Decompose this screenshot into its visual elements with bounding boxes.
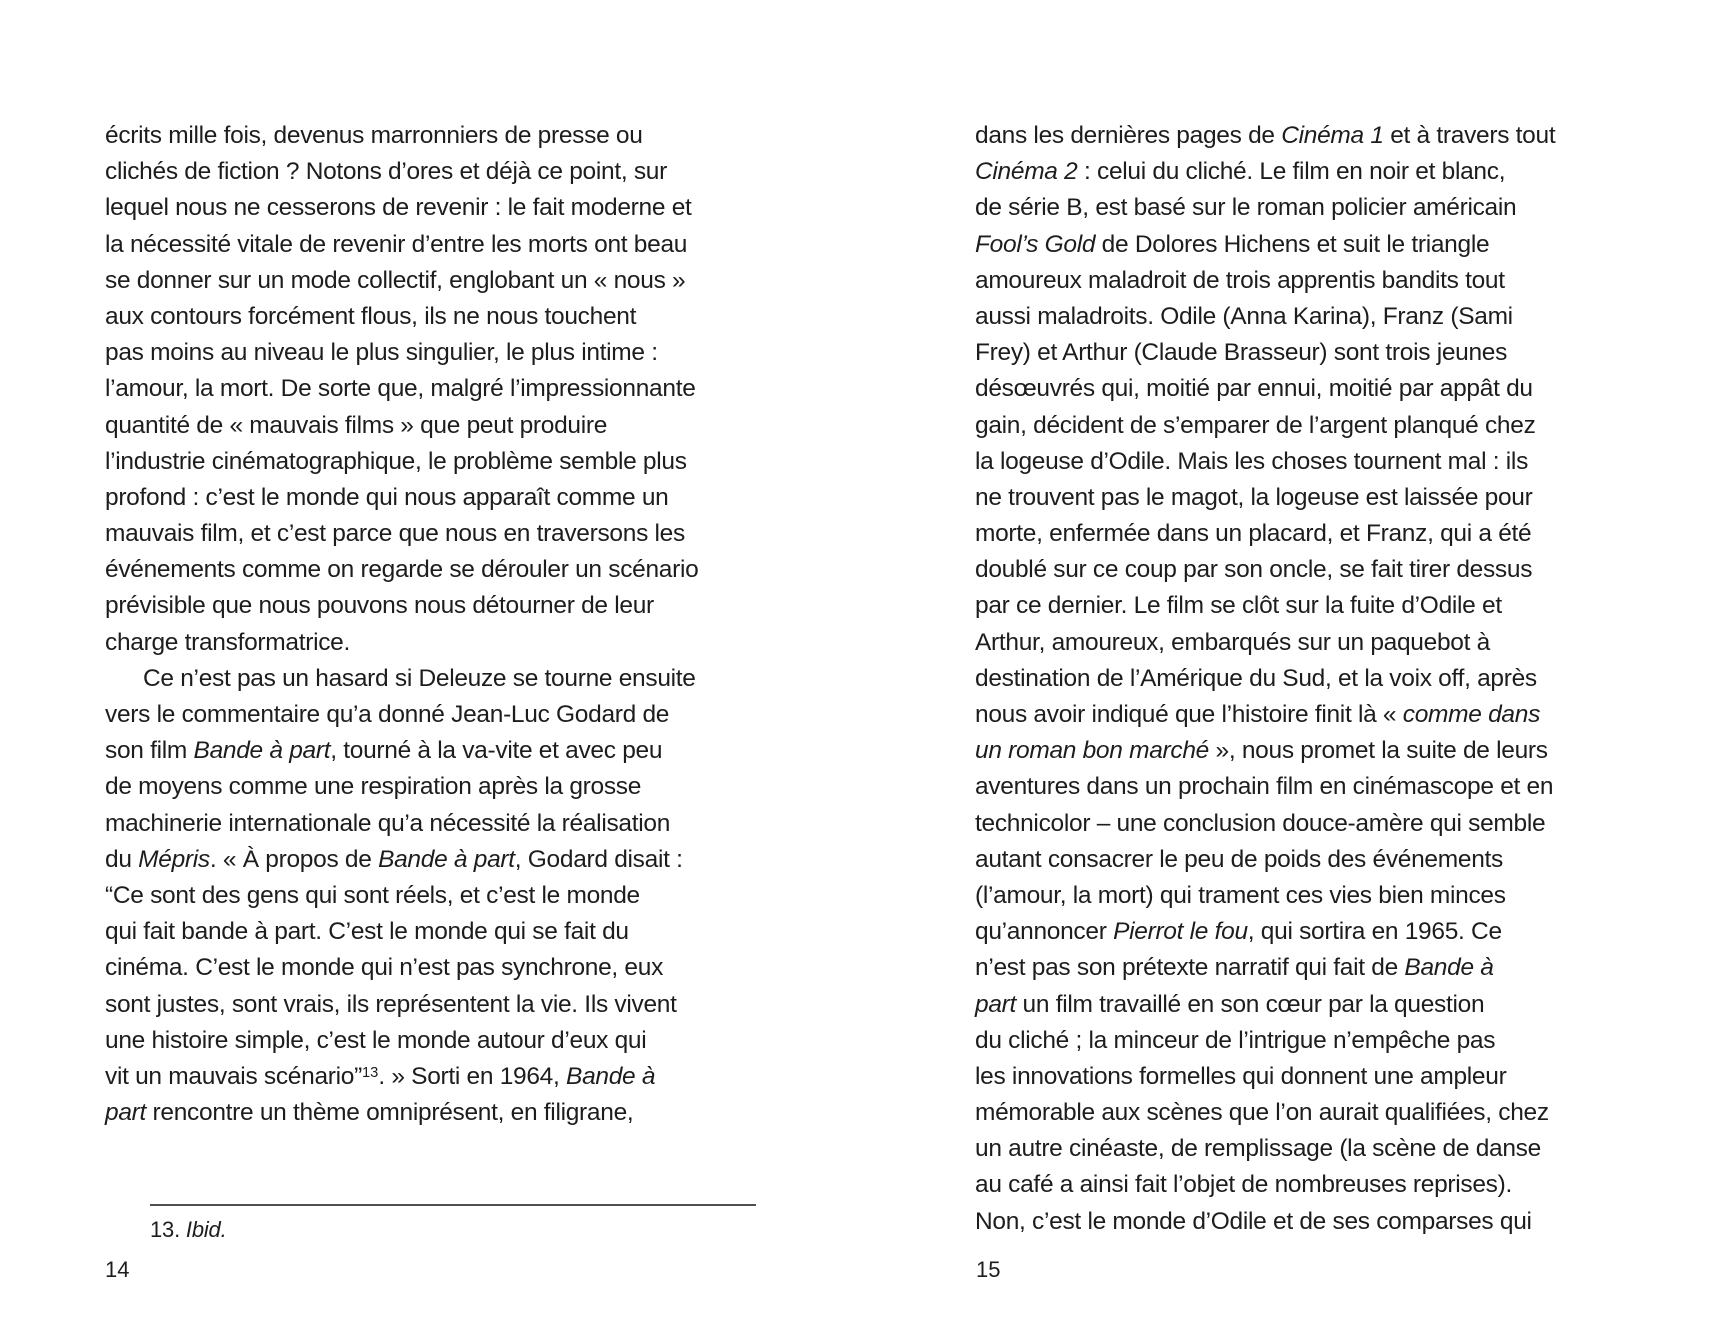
text-line: [105, 552, 805, 588]
text-segment: événements comme on regarde se dérouler un scénario: [105, 556, 699, 584]
text-segment: , tourné à la va-vite et avec peu: [330, 737, 663, 765]
text-segment: aussi maladroits. Odile (Anna Karina), Franz (Sami: [975, 302, 1513, 330]
text-segment: Ce n’est pas un hasard si Deleuze se tourne ensuite: [143, 664, 696, 692]
text-segment: part: [975, 990, 1017, 1018]
text-line: [105, 1059, 805, 1095]
text-line: [105, 335, 805, 371]
text-line: [975, 444, 1675, 480]
text-segment: se donner sur un mode collectif, englobant un « nous »: [105, 266, 686, 294]
text-line: [105, 914, 805, 950]
text-segment: charge transformatrice.: [105, 628, 351, 656]
text-segment: Bande à part: [193, 737, 331, 765]
text-segment: écrits mille fois, devenus marronniers de presse ou: [105, 122, 643, 149]
text-line: [975, 1023, 1675, 1059]
text-segment: vit un mauvais scénario”: [105, 1062, 362, 1090]
text-segment: destination de l’Amérique du Sud, et la voix off, après: [975, 664, 1537, 692]
text-segment: amoureux maladroit de trois apprentis bandits tout: [975, 266, 1505, 294]
text-segment: qu’annoncer: [975, 918, 1114, 946]
text-segment: son film: [105, 737, 194, 765]
text-line: [975, 914, 1675, 950]
text-segment: Cinéma 1: [1281, 122, 1384, 149]
text-line: [105, 878, 805, 914]
text-segment: autant consacrer le peu de poids des événements: [975, 845, 1503, 873]
text-segment: lequel nous ne cesserons de revenir : le fait moderne et: [105, 194, 692, 222]
text-line: [975, 625, 1675, 661]
right-page-text: [975, 118, 1675, 1240]
text-segment: Cinéma 2: [975, 158, 1078, 186]
text-line: [105, 408, 805, 444]
text-line: [975, 733, 1675, 769]
text-line: [105, 263, 805, 299]
text-segment: de moyens comme une respiration après la grosse: [105, 773, 642, 801]
text-segment: n’est pas son prétexte narratif qui fait de: [975, 954, 1405, 982]
text-line: [105, 987, 805, 1023]
text-line: [105, 516, 805, 552]
text-segment: Bande à: [1404, 954, 1494, 982]
text-line: [105, 842, 805, 878]
text-line: [975, 1204, 1675, 1240]
text-segment: du: [105, 845, 139, 873]
text-line: [975, 227, 1675, 263]
text-segment: la logeuse d’Odile. Mais les choses tournent mal : ils: [975, 447, 1529, 475]
text-line: [975, 1095, 1675, 1131]
text-segment: et à travers tout: [1383, 122, 1556, 149]
left-page-text: [105, 118, 805, 1131]
text-line: [105, 1095, 805, 1131]
text-segment: aux contours forcément flous, ils ne nous touchent: [105, 302, 637, 330]
text-line: [105, 697, 805, 733]
text-segment: comme dans: [1402, 701, 1541, 728]
text-segment: un roman bon marché: [975, 737, 1209, 765]
text-segment: “Ce sont des gens qui sont réels, et c’est le monde: [105, 881, 640, 909]
text-segment: qui fait bande à part. C’est le monde qui se fait du: [105, 918, 629, 946]
text-segment: doublé sur ce coup par son oncle, se fait tirer dessus: [975, 556, 1533, 584]
text-line: [105, 769, 805, 805]
text-line: [975, 335, 1675, 371]
text-line: [975, 806, 1675, 842]
text-segment: ne trouvent pas le magot, la logeuse est laissée pour: [975, 483, 1533, 511]
text-segment: un autre cinéaste, de remplissage (la scène de danse: [975, 1135, 1541, 1163]
text-line: [975, 263, 1675, 299]
text-line: [975, 697, 1675, 733]
text-line: [975, 661, 1675, 697]
text-line: [975, 154, 1675, 190]
text-line: [105, 733, 805, 769]
text-segment: un film travaillé en son cœur par la question: [1016, 990, 1485, 1018]
text-segment: Ibid.: [185, 1217, 227, 1242]
text-line: [975, 371, 1675, 407]
text-line: [975, 1059, 1675, 1095]
text-line: [975, 190, 1675, 226]
text-line: [105, 806, 805, 842]
text-segment: Pierrot le fou: [1113, 918, 1248, 946]
text-line: [975, 769, 1675, 805]
text-line: [975, 516, 1675, 552]
text-segment: mauvais film, et c’est parce que nous en traversons les: [105, 520, 685, 548]
text-line: [105, 299, 805, 335]
text-line: [975, 118, 1675, 154]
text-segment: gain, décident de s’emparer de l’argent planqué chez: [975, 411, 1536, 439]
text-segment: dans les dernières pages de: [975, 122, 1282, 149]
text-segment: de série B, est basé sur le roman policier américain: [975, 194, 1517, 222]
text-segment: : celui du cliché. Le film en noir et blanc,: [1077, 158, 1506, 186]
text-segment: du cliché ; la minceur de l’intrigue n’empêche pas: [975, 1026, 1496, 1054]
text-line: [975, 552, 1675, 588]
text-segment: aventures dans un prochain film en cinémascope et en: [975, 773, 1554, 801]
text-line: [105, 625, 805, 661]
text-segment: cinéma. C’est le monde qui n’est pas synchrone, eux: [105, 954, 664, 982]
text-line: [975, 842, 1675, 878]
text-segment: par ce dernier. Le film se clôt sur la fuite d’Odile et: [975, 592, 1502, 620]
footnote-text: [150, 1215, 758, 1245]
text-segment: nous avoir indiqué que l’histoire finit là «: [975, 701, 1403, 728]
text-segment: vers le commentaire qu’a donné Jean-Luc Godard de: [105, 701, 670, 728]
footnote-reference: 13: [361, 1064, 379, 1081]
text-segment: Non, c’est le monde d’Odile et de ses comparses qui: [975, 1207, 1532, 1235]
page-number-left: 14: [105, 1257, 130, 1282]
footnote-rule: [150, 1204, 756, 1206]
text-line: [105, 371, 805, 407]
right-page: [975, 118, 1675, 1240]
text-line: [105, 154, 805, 190]
text-segment: une histoire simple, c’est le monde autour d’eux qui: [105, 1026, 647, 1054]
text-line: [105, 444, 805, 480]
left-page: [105, 118, 805, 1242]
footnote: [150, 1204, 758, 1245]
text-line: [975, 1167, 1675, 1203]
text-segment: prévisible que nous pouvons nous détourner de leur: [105, 592, 654, 620]
text-segment: mémorable aux scènes que l’on aurait qualifiées, chez: [975, 1099, 1549, 1127]
text-segment: profond : c’est le monde qui nous apparaît comme un: [105, 483, 669, 511]
text-segment: technicolor – une conclusion douce-amère qui semble: [975, 809, 1546, 837]
text-segment: clichés de fiction ? Notons d’ores et déjà ce point, sur: [105, 158, 667, 186]
text-line: [105, 1023, 805, 1059]
text-line: [975, 987, 1675, 1023]
text-line: [105, 190, 805, 226]
text-line: [105, 480, 805, 516]
text-segment: Mépris: [138, 845, 210, 873]
text-segment: . « À propos de: [209, 845, 379, 873]
text-line: [975, 1131, 1675, 1167]
text-line: [105, 588, 805, 624]
text-segment: Frey) et Arthur (Claude Brasseur) sont trois jeunes: [975, 339, 1508, 367]
text-segment: pas moins au niveau le plus singulier, le plus intime :: [105, 339, 658, 367]
text-line: [975, 408, 1675, 444]
text-segment: 13.: [150, 1217, 186, 1242]
page-number-right: 15: [976, 1257, 1001, 1282]
text-segment: (l’amour, la mort) qui trament ces vies bien minces: [975, 881, 1506, 909]
text-segment: », nous promet la suite de leurs: [1209, 737, 1548, 765]
text-segment: part: [105, 1099, 147, 1127]
text-segment: . » Sorti en 1964,: [378, 1062, 567, 1090]
text-segment: morte, enfermée dans un placard, et Franz, qui a été: [975, 520, 1532, 548]
text-line: [105, 118, 805, 154]
text-segment: rencontre un thème omniprésent, en filigrane,: [146, 1099, 634, 1127]
text-line: [975, 950, 1675, 986]
text-line: [975, 588, 1675, 624]
text-segment: , qui sortira en 1965. Ce: [1247, 918, 1502, 946]
text-line: [975, 299, 1675, 335]
text-segment: machinerie internationale qu’a nécessité la réalisation: [105, 809, 671, 837]
text-segment: désœuvrés qui, moitié par ennui, moitié par appât du: [975, 375, 1533, 403]
text-segment: , Godard disait :: [514, 845, 683, 873]
text-line: [105, 950, 805, 986]
text-segment: Bande à: [566, 1062, 656, 1090]
text-segment: la nécessité vitale de revenir d’entre les morts ont beau: [105, 230, 688, 258]
text-line: [105, 661, 805, 697]
text-segment: les innovations formelles qui donnent une ampleur: [975, 1062, 1507, 1090]
text-segment: de Dolores Hichens et suit le triangle: [1095, 230, 1490, 258]
text-segment: l’industrie cinématographique, le problème semble plus: [105, 447, 687, 475]
text-line: [975, 878, 1675, 914]
text-segment: Bande à part: [378, 845, 515, 873]
text-segment: sont justes, sont vrais, ils représentent la vie. Ils vivent: [105, 990, 677, 1018]
text-segment: au café a ainsi fait l’objet de nombreuses reprises).: [975, 1171, 1513, 1199]
text-line: [975, 480, 1675, 516]
text-segment: Arthur, amoureux, embarqués sur un paquebot à: [975, 628, 1490, 656]
text-line: [105, 227, 805, 263]
text-segment: Fool’s Gold: [975, 230, 1096, 258]
text-segment: l’amour, la mort. De sorte que, malgré l’impressionnante: [105, 375, 696, 403]
text-segment: quantité de « mauvais films » que peut produire: [105, 411, 608, 439]
